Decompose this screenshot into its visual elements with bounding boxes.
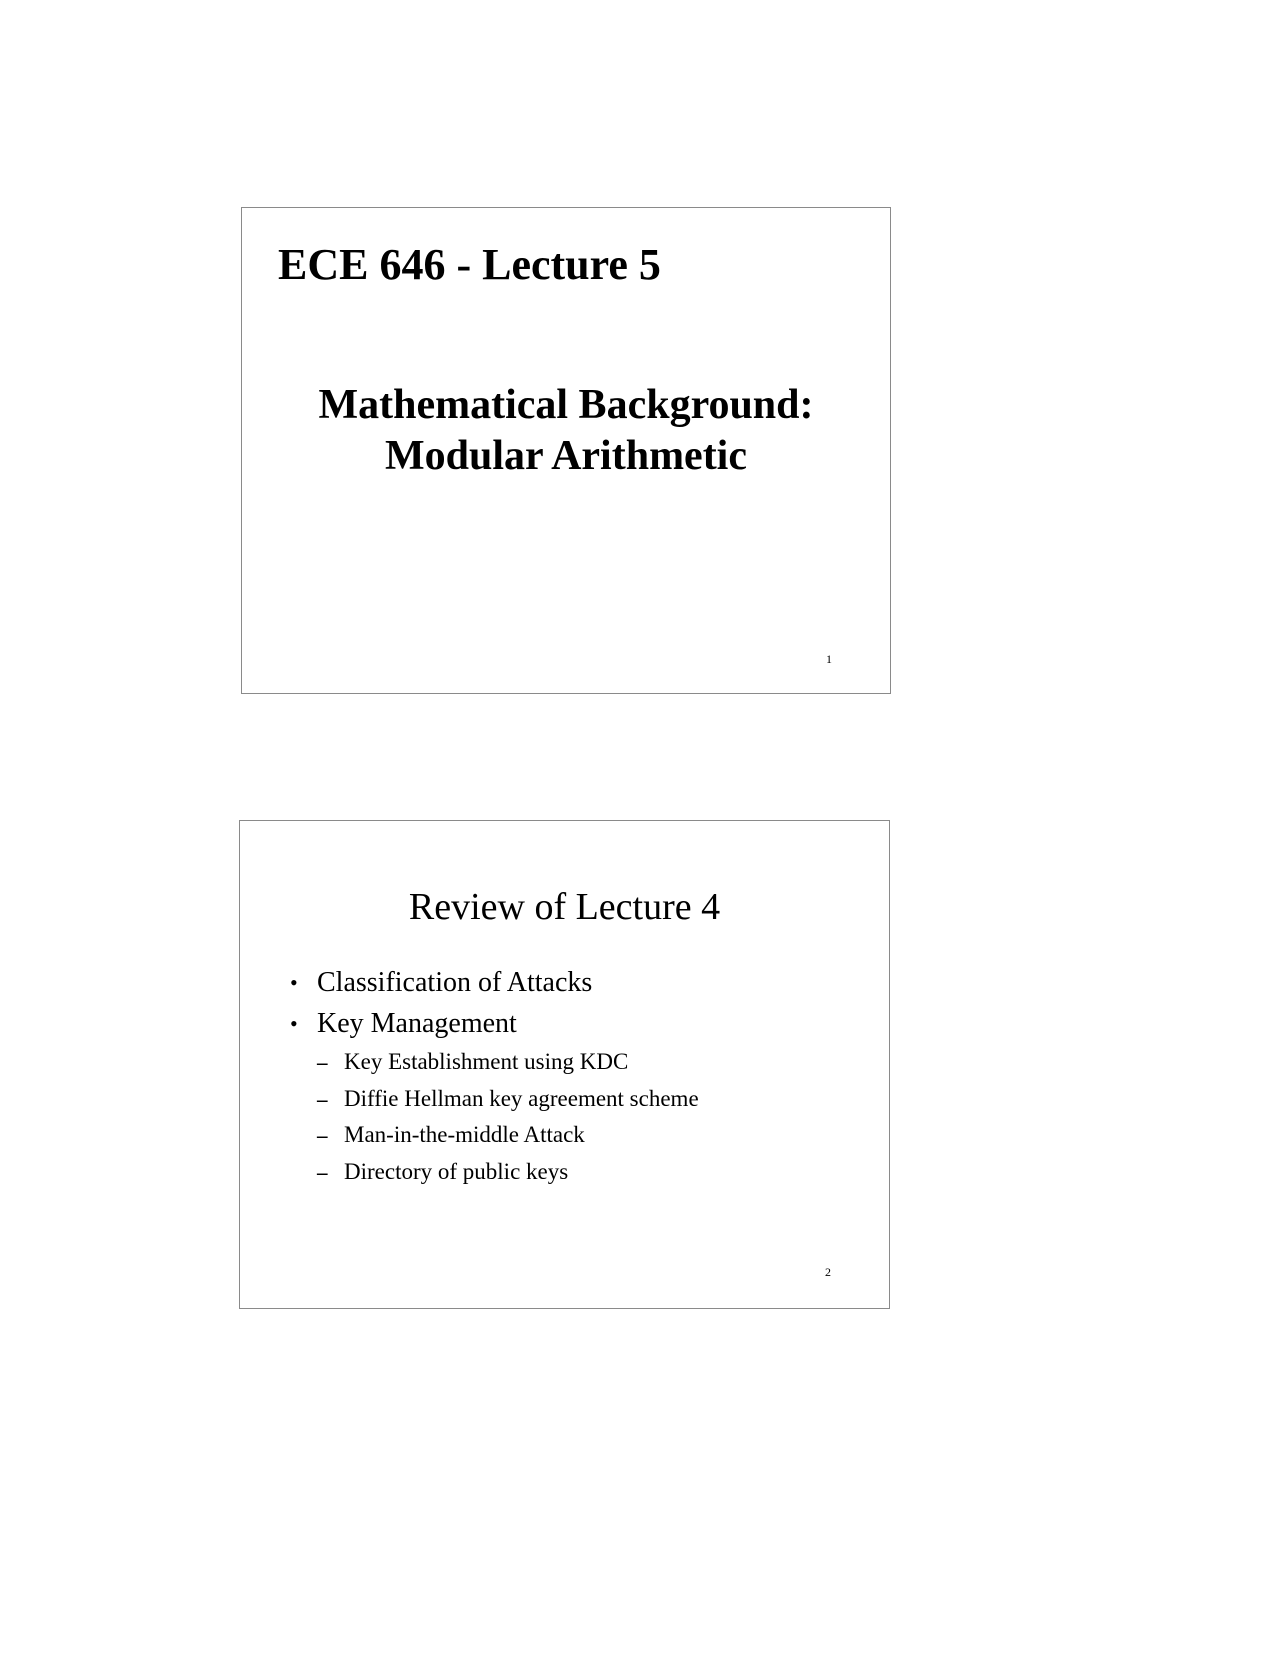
bullet-list	[290, 962, 699, 1190]
sub-bullet-item	[317, 1044, 699, 1081]
dash-icon: –	[317, 1050, 328, 1074]
slide-2	[239, 820, 890, 1309]
sub-bullet-text: Man-in-the-middle Attack	[344, 1122, 585, 1147]
bullet-item	[290, 962, 699, 1003]
bullet-icon: •	[290, 970, 298, 995]
slide-title-line: Mathematical Background:	[318, 382, 814, 428]
sub-bullet-item	[317, 1117, 699, 1154]
slide-title	[242, 380, 890, 482]
bullet-text: Key Management	[317, 1008, 517, 1039]
lecture-heading: ECE 646 - Lecture 5	[278, 240, 661, 289]
bullet-item	[290, 1003, 699, 1190]
dash-icon: –	[317, 1086, 328, 1111]
sub-bullet-text: Diffie Hellman key agreement scheme	[344, 1085, 699, 1111]
page-number: 2	[825, 1265, 831, 1279]
bullet-icon: •	[290, 1011, 298, 1036]
sub-bullet-list	[317, 1044, 699, 1190]
dash-icon: –	[317, 1159, 328, 1184]
page-number: 1	[826, 652, 832, 666]
sub-bullet-text: Key Establishment using KDC	[344, 1049, 629, 1074]
slide-title: Review of Lecture 4	[408, 886, 721, 928]
bullet-text: Classification of Attacks	[317, 967, 593, 998]
sub-bullet-item	[317, 1154, 699, 1191]
slide-1	[241, 207, 891, 694]
sub-bullet-text: Directory of public keys	[344, 1158, 569, 1184]
slide-title-line: Modular Arithmetic	[384, 433, 747, 479]
dash-icon: –	[317, 1123, 328, 1147]
sub-bullet-item	[317, 1081, 699, 1118]
